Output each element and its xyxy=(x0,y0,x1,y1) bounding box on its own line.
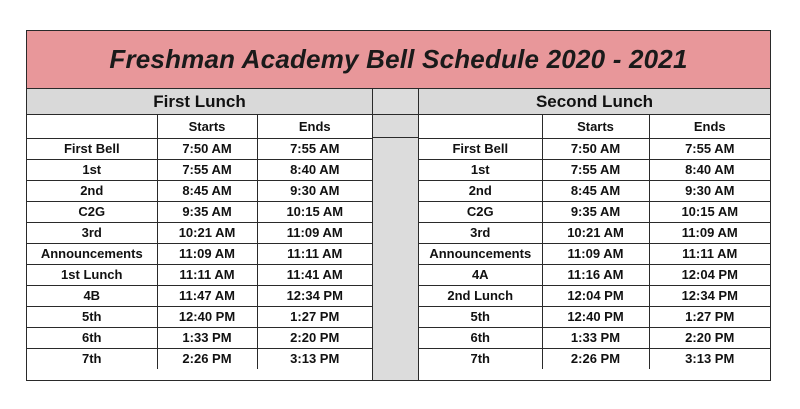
period-cell: 7th xyxy=(27,348,157,369)
title-bar xyxy=(27,31,770,89)
ends-cell: 2:20 PM xyxy=(649,327,770,348)
period-column-header xyxy=(419,115,542,138)
ends-cell: 1:27 PM xyxy=(257,306,372,327)
period-cell: C2G xyxy=(419,201,542,222)
ends-cell: 8:40 AM xyxy=(649,159,770,180)
period-cell: 4A xyxy=(419,264,542,285)
ends-cell: 9:30 AM xyxy=(257,180,372,201)
table-row xyxy=(419,285,770,306)
table-row xyxy=(27,327,372,348)
ends-cell: 11:11 AM xyxy=(649,243,770,264)
starts-column-header: Starts xyxy=(542,115,649,138)
table-row xyxy=(419,348,770,369)
period-cell: First Bell xyxy=(419,138,542,159)
period-cell: 3rd xyxy=(27,222,157,243)
starts-cell: 11:47 AM xyxy=(157,285,257,306)
ends-cell: 7:55 AM xyxy=(649,138,770,159)
ends-cell: 3:13 PM xyxy=(290,351,340,367)
ends-cell: 11:09 AM xyxy=(257,222,372,243)
starts-cell: 7:55 AM xyxy=(542,159,649,180)
starts-cell: 12:04 PM xyxy=(542,285,649,306)
second-lunch-table xyxy=(419,115,770,369)
starts-cell: 12:40 PM xyxy=(157,306,257,327)
starts-cell: 7:50 AM xyxy=(542,138,649,159)
ends-cell: 7:55 AM xyxy=(257,138,372,159)
period-cell: 1st xyxy=(27,159,157,180)
ends-cell: 11:11 AM xyxy=(257,243,372,264)
period-cell: 2nd xyxy=(27,180,157,201)
period-cell: 6th xyxy=(27,327,157,348)
period-cell: 1st Lunch xyxy=(27,264,157,285)
starts-column-header: Starts xyxy=(157,115,257,138)
starts-cell: 11:09 AM xyxy=(542,243,649,264)
starts-cell: 8:45 AM xyxy=(542,180,649,201)
period-column-header xyxy=(27,115,157,138)
period-cell: 4B xyxy=(27,285,157,306)
table-row xyxy=(419,138,770,159)
starts-cell: 7:55 AM xyxy=(157,159,257,180)
table-row xyxy=(419,159,770,180)
table-row xyxy=(27,285,372,306)
table-row xyxy=(419,180,770,201)
starts-cell: 11:09 AM xyxy=(157,243,257,264)
ends-cell: 2:20 PM xyxy=(257,327,372,348)
table-row xyxy=(419,201,770,222)
starts-cell: 9:35 AM xyxy=(157,201,257,222)
period-cell: 6th xyxy=(419,327,542,348)
table-row xyxy=(27,348,372,369)
ends-cell: 11:41 AM xyxy=(257,264,372,285)
ends-cell: 3:13 PM xyxy=(685,351,735,367)
period-cell: 2nd Lunch xyxy=(419,285,542,306)
table-row xyxy=(27,306,372,327)
period-cell: 5th xyxy=(419,306,542,327)
section-divider xyxy=(372,89,419,380)
period-cell: C2G xyxy=(27,201,157,222)
ends-column-header: Ends xyxy=(257,115,372,138)
table-row xyxy=(27,243,372,264)
first-lunch-table xyxy=(27,115,372,369)
period-cell: First Bell xyxy=(27,138,157,159)
ends-cell: 10:15 AM xyxy=(257,201,372,222)
table-row xyxy=(27,180,372,201)
bell-schedule-sheet xyxy=(26,30,771,381)
ends-cell: 1:27 PM xyxy=(649,306,770,327)
starts-cell: 1:33 PM xyxy=(542,327,649,348)
table-row xyxy=(419,243,770,264)
ends-cell: 12:34 PM xyxy=(649,285,770,306)
period-cell: 5th xyxy=(27,306,157,327)
second-lunch-heading: Second Lunch xyxy=(419,89,770,115)
divider-header-cell xyxy=(373,89,418,115)
starts-cell: 8:45 AM xyxy=(157,180,257,201)
table-header-row xyxy=(27,115,372,138)
ends-column-header: Ends xyxy=(649,115,770,138)
starts-cell: 9:35 AM xyxy=(542,201,649,222)
first-lunch-heading: First Lunch xyxy=(27,89,372,115)
period-cell: 7th xyxy=(419,348,542,369)
starts-cell: 11:16 AM xyxy=(542,264,649,285)
ends-cell: 12:34 PM xyxy=(257,285,372,306)
first-lunch-section xyxy=(27,89,372,369)
table-row xyxy=(27,264,372,285)
table-row xyxy=(419,222,770,243)
ends-cell: 11:09 AM xyxy=(649,222,770,243)
divider-subheader-cell xyxy=(373,115,418,138)
ends-cell: 10:15 AM xyxy=(649,201,770,222)
period-cell: 1st xyxy=(419,159,542,180)
ends-cell: 8:40 AM xyxy=(257,159,372,180)
period-cell: 3rd xyxy=(419,222,542,243)
table-row xyxy=(27,138,372,159)
ends-cell: 12:04 PM xyxy=(649,264,770,285)
starts-cell: 10:21 AM xyxy=(157,222,257,243)
second-lunch-section xyxy=(419,89,770,369)
page-title: Freshman Academy Bell Schedule 2020 - 2021 xyxy=(109,44,688,74)
starts-cell: 11:11 AM xyxy=(157,264,257,285)
table-row xyxy=(27,159,372,180)
starts-cell: 2:26 PM xyxy=(157,348,257,369)
period-cell: 2nd xyxy=(419,180,542,201)
table-row xyxy=(419,264,770,285)
table-row xyxy=(419,306,770,327)
table-row xyxy=(419,327,770,348)
period-cell: Announcements xyxy=(27,243,157,264)
starts-cell: 7:50 AM xyxy=(157,138,257,159)
starts-cell: 12:40 PM xyxy=(542,306,649,327)
ends-cell: 9:30 AM xyxy=(649,180,770,201)
starts-cell: 1:33 PM xyxy=(157,327,257,348)
table-row xyxy=(27,222,372,243)
starts-cell: 2:26 PM xyxy=(542,348,649,369)
period-cell: Announcements xyxy=(419,243,542,264)
starts-cell: 10:21 AM xyxy=(542,222,649,243)
table-header-row xyxy=(419,115,770,138)
table-row xyxy=(27,201,372,222)
